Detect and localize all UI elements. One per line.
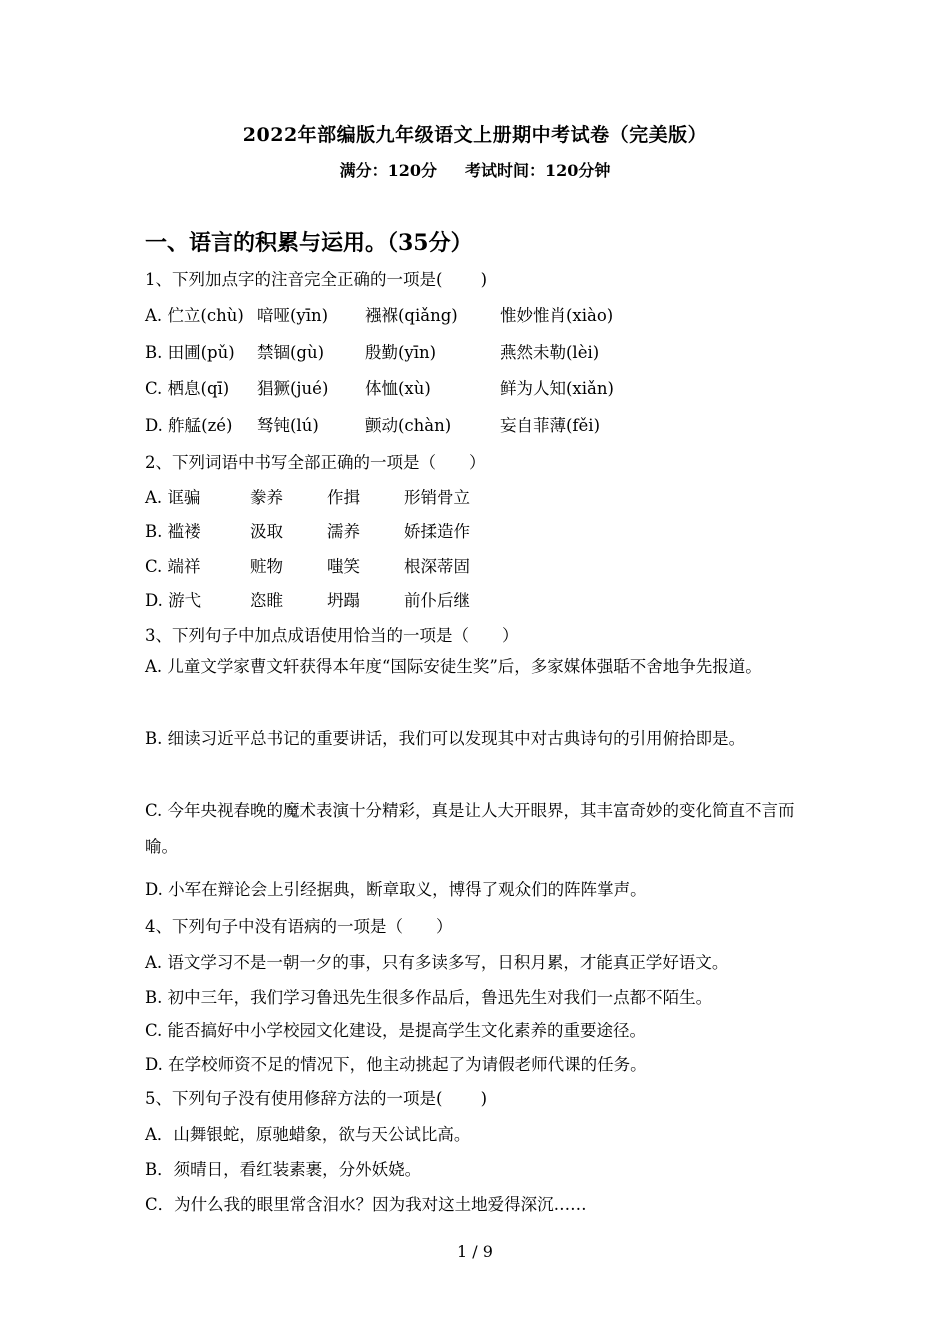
option-item: 殷勤(yīn) <box>365 343 437 362</box>
option-item: 形销骨立 <box>404 488 470 507</box>
exam-time: 考试时间：120分钟 <box>465 161 611 180</box>
question-2-stem: 2、下列词语中书写全部正确的一项是（ ） <box>145 453 486 472</box>
question-2-option-c <box>145 553 470 577</box>
question-3-stem: 3、下列句子中加点成语使用恰当的一项是（ ） <box>145 626 519 645</box>
page-number: 1 / 9 <box>457 1242 493 1261</box>
question-4-option-d: D. 在学校师资不足的情况下，他主动挑起了为请假老师代课的任务。 <box>145 1055 647 1074</box>
option-item: 赃物 <box>250 557 283 576</box>
question-1-option-d <box>145 412 600 436</box>
option-item: 恣睢 <box>250 591 283 610</box>
question-4-option-a: A. 语文学习不是一朝一夕的事，只有多读多写，日积月累，才能真正学好语文。 <box>145 953 729 972</box>
option-item: 襁褓(qiǎng) <box>365 306 458 325</box>
option-item: 作揖 <box>327 488 360 507</box>
option-item: A. 伫立(chù) <box>145 306 244 325</box>
option-item: 妄自菲薄(fěi) <box>500 416 601 435</box>
question-3-option-d: D. 小军在辩论会上引经据典，断章取义，博得了观众们的阵阵掌声。 <box>145 880 647 899</box>
question-2-option-b <box>145 518 470 542</box>
question-1-option-a <box>145 302 613 326</box>
option-item: A. 诓骗 <box>145 488 201 507</box>
question-2-option-a <box>145 484 470 508</box>
option-item: 惟妙惟肖(xiào) <box>500 306 614 325</box>
full-score: 满分：120分 <box>339 161 437 180</box>
option-item: C. 栖息(qī) <box>145 379 230 398</box>
question-5-stem: 5、下列句子没有使用修辞方法的一项是( ) <box>145 1089 488 1108</box>
question-5-option-b: B．须晴日，看红装素裹，分外妖娆。 <box>145 1160 422 1179</box>
option-item: B. 褴褛 <box>145 522 201 541</box>
option-item: 前仆后继 <box>404 591 470 610</box>
question-2-option-d <box>145 587 470 611</box>
option-item: 禁锢(gù) <box>257 343 325 362</box>
option-item: 体恤(xù) <box>365 379 431 398</box>
question-3-option-a: A. 儿童文学家曹文轩获得本年度“国际安徒生奖”后，多家媒体强聒不舍地争先报道。 <box>145 657 762 676</box>
question-4-option-b: B. 初中三年，我们学习鲁迅先生很多作品后，鲁迅先生对我们一点都不陌生。 <box>145 988 713 1007</box>
option-item: 驽钝(lú) <box>257 416 319 435</box>
option-item: 坍蹋 <box>327 591 360 610</box>
option-item: 猖獗(jué) <box>257 379 329 398</box>
section-heading: 一、语言的积累与运用。（35分） <box>145 230 473 256</box>
question-3-option-b: B. 细读习近平总书记的重要讲话，我们可以发现其中对古典诗句的引用俯拾即是。 <box>145 729 746 748</box>
exam-title: 2022年部编版九年级语文上册期中考试卷（完美版） <box>242 124 708 146</box>
option-item: 喑哑(yīn) <box>257 306 329 325</box>
question-4-option-c: C. 能否搞好中小学校园文化建设，是提高学生文化素养的重要途径。 <box>145 1021 647 1040</box>
exam-info <box>0 158 950 181</box>
option-item: D. 游弋 <box>145 591 202 610</box>
option-item: C. 端祥 <box>145 557 201 576</box>
option-item: 嗤笑 <box>327 557 360 576</box>
question-3-option-c: C. 今年央视春晚的魔术表演十分精彩，真是让人大开眼界，其丰富奇妙的变化简直不言而喻。 <box>145 801 795 856</box>
question-5-option-c: C．为什么我的眼里常含泪水？因为我对这土地爱得深沉…… <box>145 1195 587 1214</box>
option-item: 颤动(chàn) <box>365 416 452 435</box>
question-1-stem: 1、下列加点字的注音完全正确的一项是( ) <box>145 270 488 289</box>
question-1-option-b <box>145 339 599 363</box>
option-item: 鲜为人知(xiǎn) <box>500 379 614 398</box>
option-item: 豢养 <box>250 488 283 507</box>
option-item: 燕然未勒(lèi) <box>500 343 600 362</box>
option-item: D. 舴艋(zé) <box>145 416 233 435</box>
option-item: 汲取 <box>250 522 283 541</box>
question-5-option-a: A．山舞银蛇，原驰蜡象，欲与天公试比高。 <box>145 1125 471 1144</box>
question-1-option-c <box>145 375 614 399</box>
option-item: 濡养 <box>327 522 360 541</box>
option-item: 根深蒂固 <box>404 557 470 576</box>
option-item: B. 田圃(pǔ) <box>145 343 235 362</box>
option-item: 娇揉造作 <box>404 522 470 541</box>
question-4-stem: 4、下列句子中没有语病的一项是（ ） <box>145 917 453 936</box>
